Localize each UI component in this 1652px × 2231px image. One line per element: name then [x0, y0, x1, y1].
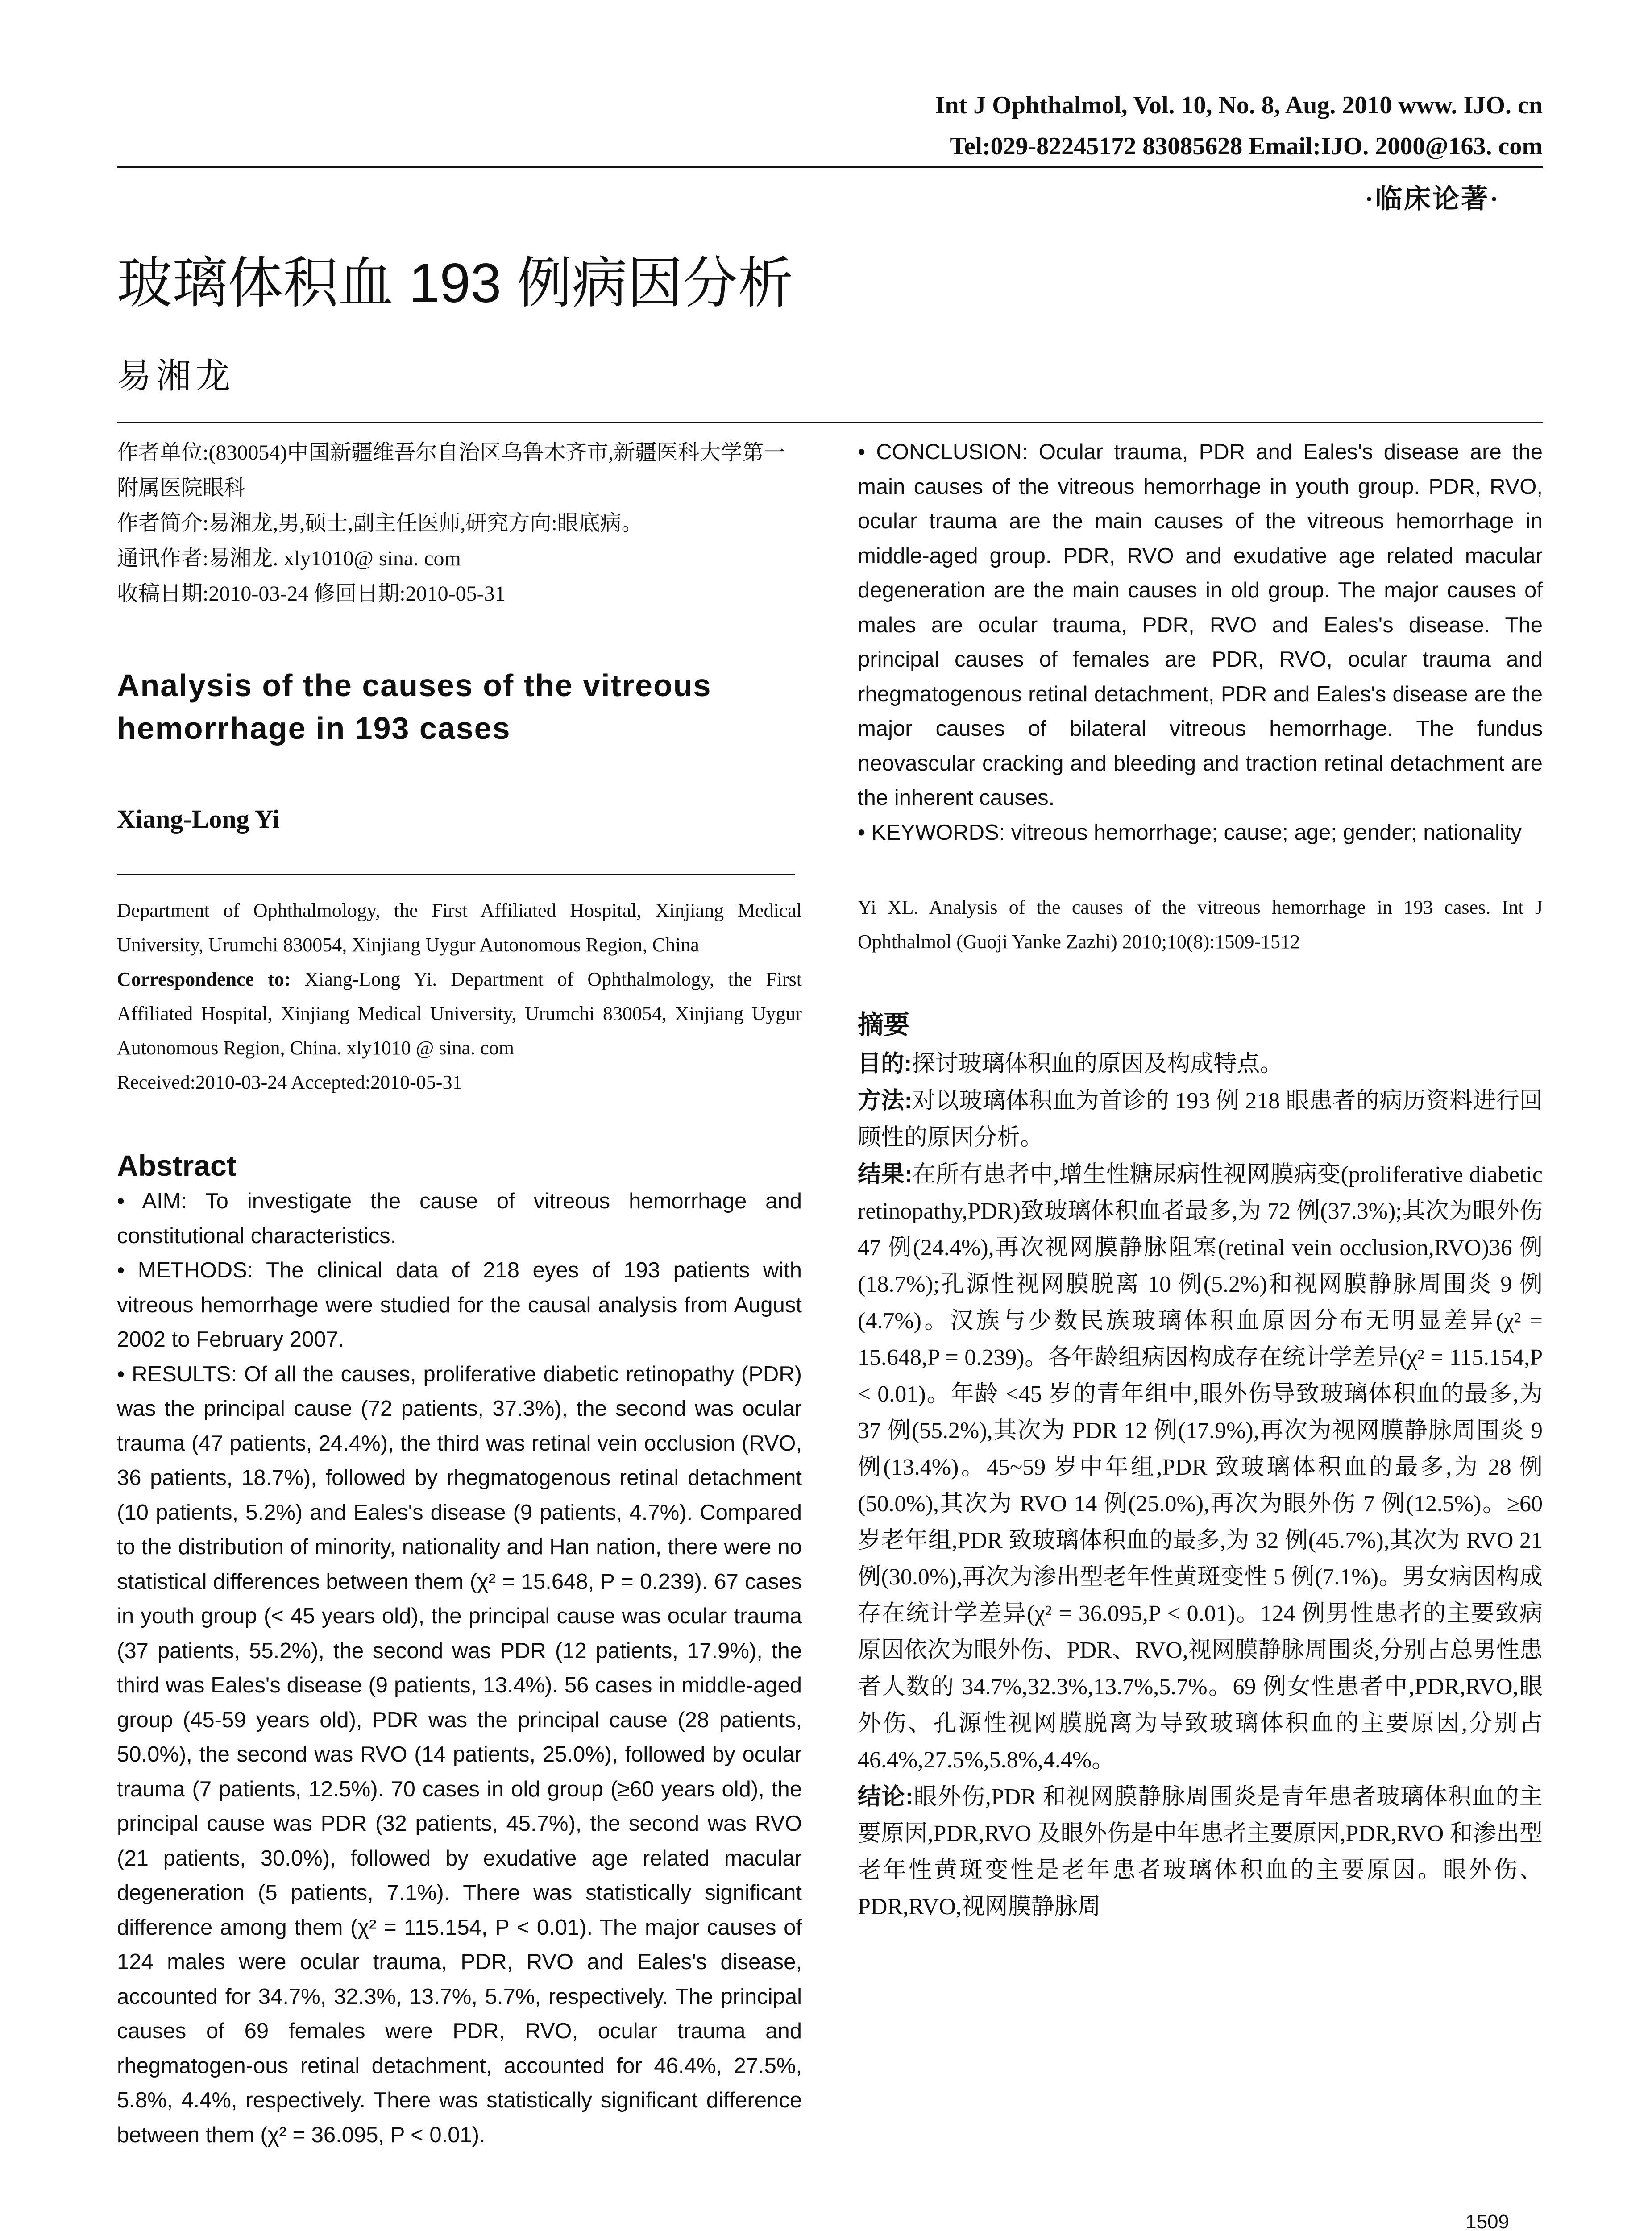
page-number: 1509: [1465, 2211, 1509, 2231]
department-en: Department of Ophthalmology, the First Affiliated Hospital, Xinjiang Medical University, Urumchi 830054, Xinjiang Uygur Autonomous Region, China: [117, 900, 802, 956]
abstract-aim: [117, 1184, 802, 1253]
results-text: Of all the causes, proliferative diabetic retinopathy (PDR) was the principal cause (72 patients, 37.3%), the second was ocular trauma (47 patients, 24.4%), the third was retinal vein occlusion (RVO, 36 patients, 18.7%), followed by rhegmatogenous retinal detachment (10 patients, 5.2%) and Eales's disease (9 patients, 4.7%). Compared to the distribution of minority, nationality and Han nation, there were no statistical differences between them (χ² = 15.648, P = 0.239). 67 cases in youth group (< 45 years old), the principal cause was ocular trauma (37 patients, 55.2%), the second was PDR (12 patients, 17.9%), the third was Eales's disease (9 patients, 13.4%). 56 cases in middle-aged group (45-59 years old), PDR was the principal cause (28 patients, 50.0%), the second was RVO (14 patients, 25.0%), followed by ocular trauma (7 patients, 12.5%). 70 cases in old group (≥60 years old), the principal cause was PDR (32 patients, 45.7%), the second was RVO (21 patients, 30.0%), followed by exudative age related macular degeneration (5 patients, 7.1%). There was statistically significant difference among them (χ² = 115.154, P < 0.01). The major causes of 124 males were ocular trauma, PDR, RVO and Eales's disease, accounted for 34.7%, 32.3%, 13.7%, 5.7%, respectively. The principal causes of 69 females were PDR, RVO, ocular trauma and rhegmatogen-ous retinal detachment, accounted for 46.4%, 27.5%, 5.8%, 4.4%, respectively. There was statistically significant difference between them (χ² = 36.095, P < 0.01).: [117, 1362, 802, 2147]
abstract-heading: Abstract: [117, 1149, 237, 1182]
article-title-cn: 玻璃体积血 193 例病因分析: [117, 253, 793, 314]
author-metadata-cn: [117, 435, 802, 611]
conclusion-text-cn: 眼外伤,PDR 和视网膜静脉周围炎是青年患者玻璃体积血的主要原因,PDR,RVO 及眼外伤是中年患者主要原因,PDR,RVO 和渗出型老年性黄斑变性是老年患者玻璃体积血的主要原因。眼外伤、PDR,RVO,视网膜静脉周: [858, 1784, 1543, 1920]
author-en: Xiang-Long Yi: [117, 804, 280, 834]
journal-info-line: Int J Ophthalmol, Vol. 10, No. 8, Aug. 2010 www. IJO. cn: [935, 91, 1543, 119]
journal-contact-line: Tel:029-82245172 83085628 Email:IJO. 2000@163. com: [950, 133, 1543, 160]
abstract-cn-results: [858, 1156, 1543, 1779]
affiliation-en: [117, 893, 802, 1099]
dates-cn: 收稿日期:2010-03-24 修回日期:2010-05-31: [117, 582, 506, 605]
abstract-en-right: [858, 435, 1543, 850]
abstract-results: [117, 1357, 802, 2153]
aim-text: To investigate the cause of vitreous hemorrhage and constitutional characteristics.: [117, 1189, 802, 1248]
keywords-label: • KEYWORDS:: [858, 820, 1005, 845]
citation: Yi XL. Analysis of the causes of the vitreous hemorrhage in 193 cases. Int J Ophthalmol (Guoji Yanke Zazhi) 2010;10(8):1509-1512: [858, 896, 1543, 953]
abstract-cn-methods: [858, 1082, 1543, 1156]
aim-label: • AIM:: [117, 1189, 187, 1213]
affiliation-cn: 作者单位:(830054)中国新疆维吾尔自治区乌鲁木齐市,新疆医科大学第一附属医院眼科: [117, 441, 785, 500]
left-column: [117, 435, 802, 2152]
author-rule: [117, 874, 795, 875]
dates-en: Received:2010-03-24 Accepted:2010-05-31: [117, 1071, 462, 1093]
right-column: [858, 435, 1543, 1925]
author-bio-cn: 作者简介:易湘龙,男,硕士,副主任医师,研究方向:眼底病。: [117, 511, 643, 535]
author-cn: 易湘龙: [117, 357, 235, 395]
abstract-cn: [858, 1045, 1543, 1925]
abstract-cn-conclusion: [858, 1779, 1543, 1925]
correspondence-en: [117, 962, 802, 1065]
abstract-en-left: [117, 1184, 802, 2152]
keywords-text: vitreous hemorrhage; cause; age; gender; nationality: [1005, 820, 1522, 845]
correspondence-text: Xiang-Long Yi. Department of Ophthalmology, the First Affiliated Hospital, Xinjiang Medical University, Urumchi 830054, Xinjiang Uygur Autonomous Region, China. xly1010 @ sina. com: [117, 968, 802, 1059]
methods-text-cn: 对以玻璃体积血为首诊的 193 例 218 眼患者的病历资料进行回顾性的原因分析。: [858, 1088, 1543, 1150]
title-rule: [117, 422, 1543, 423]
results-label-cn: 结果:: [858, 1161, 913, 1187]
abstract-methods: [117, 1253, 802, 1357]
methods-text: The clinical data of 218 eyes of 193 patients with vitreous hemorrhage were studied for the causal analysis from August 2002 to February 2007.: [117, 1258, 802, 1352]
conclusion-text: Ocular trauma, PDR and Eales's disease are the main causes of the vitreous hemorrhage in youth group. PDR, RVO, ocular trauma are the main causes of the vitreous hemorrhage in middle-aged group. PDR, RVO and exudative age related macular degeneration are the main causes in old group. The major causes of males are ocular trauma, PDR, RVO and Eales's disease. The principal causes of females are PDR, RVO, ocular trauma and rhegmatogenous retinal detachment, PDR and Eales's disease are the major causes of bilateral vitreous hemorrhage. The fundus neovascular cracking and bleeding and traction retinal detachment are the inherent causes.: [858, 440, 1543, 810]
section-tag: ·临床论著·: [1364, 184, 1500, 214]
results-label: • RESULTS:: [117, 1362, 237, 1386]
abstract-conclusion: [858, 435, 1543, 816]
correspondence-label: Correspondence to:: [117, 968, 291, 990]
article-title-en: Analysis of the causes of the vitreous hemorrhage in 193 cases: [117, 668, 712, 746]
journal-header: [935, 85, 1543, 167]
header-rule: [117, 166, 1543, 168]
abstract-cn-aim: [858, 1045, 1543, 1082]
results-text-cn: 在所有患者中,增生性糖尿病性视网膜病变(proliferative diabetic retinopathy,PDR)致玻璃体积血者最多,为 72 例(37.3%);其次为眼外伤 47 例(24.4%),再次视网膜静脉阻塞(retinal vein occlusion,RVO)36 例(18.7%);孔源性视网膜脱离 10 例(5.2%)和视网膜静脉周围炎 9 例(4.7%)。汉族与少数民族玻璃体积血原因分布无明显差异(χ² = 15.648,P = 0.239)。各年龄组病因构成存在统计学差异(χ² = 115.154,P < 0.01)。年龄 <45 岁的青年组中,眼外伤导致玻璃体积血的最多,为 37 例(55.2%),其次为 PDR 12 例(17.9%),再次为视网膜静脉周围炎 9 例(13.4%)。45~59 岁中年组,PDR 致玻璃体积血的最多,为 28 例(50.0%),其次为 RVO 14 例(25.0%),再次为眼外伤 7 例(12.5%)。≥60 岁老年组,PDR 致玻璃体积血的最多,为 32 例(45.7%),其次为 RVO 21 例(30.0%),再次为渗出型老年性黄斑变性 5 例(7.1%)。男女病因构成存在统计学差异(χ² = 36.095,P < 0.01)。124 例男性患者的主要致病原因依次为眼外伤、PDR、RVO,视网膜静脉周围炎,分别占总男性患者人数的 34.7%,32.3%,13.7%,5.7%。69 例女性患者中,PDR,RVO,眼外伤、孔源性视网膜脱离为导致玻璃体积血的主要原因,分别占 46.4%,27.5%,5.8%,4.4%。: [858, 1162, 1543, 1773]
conclusion-label: • CONCLUSION:: [858, 440, 1028, 464]
conclusion-label-cn: 结论:: [858, 1784, 913, 1810]
corresponding-author-cn: 通讯作者:易湘龙. xly1010@ sina. com: [117, 547, 461, 570]
aim-text-cn: 探讨玻璃体积血的原因及构成特点。: [912, 1051, 1283, 1077]
aim-label-cn: 目的:: [858, 1051, 912, 1077]
methods-label-cn: 方法:: [858, 1088, 912, 1114]
abstract-keywords: [858, 816, 1543, 850]
methods-label: • METHODS:: [117, 1258, 253, 1282]
abstract-heading-cn: 摘要: [858, 1010, 910, 1039]
